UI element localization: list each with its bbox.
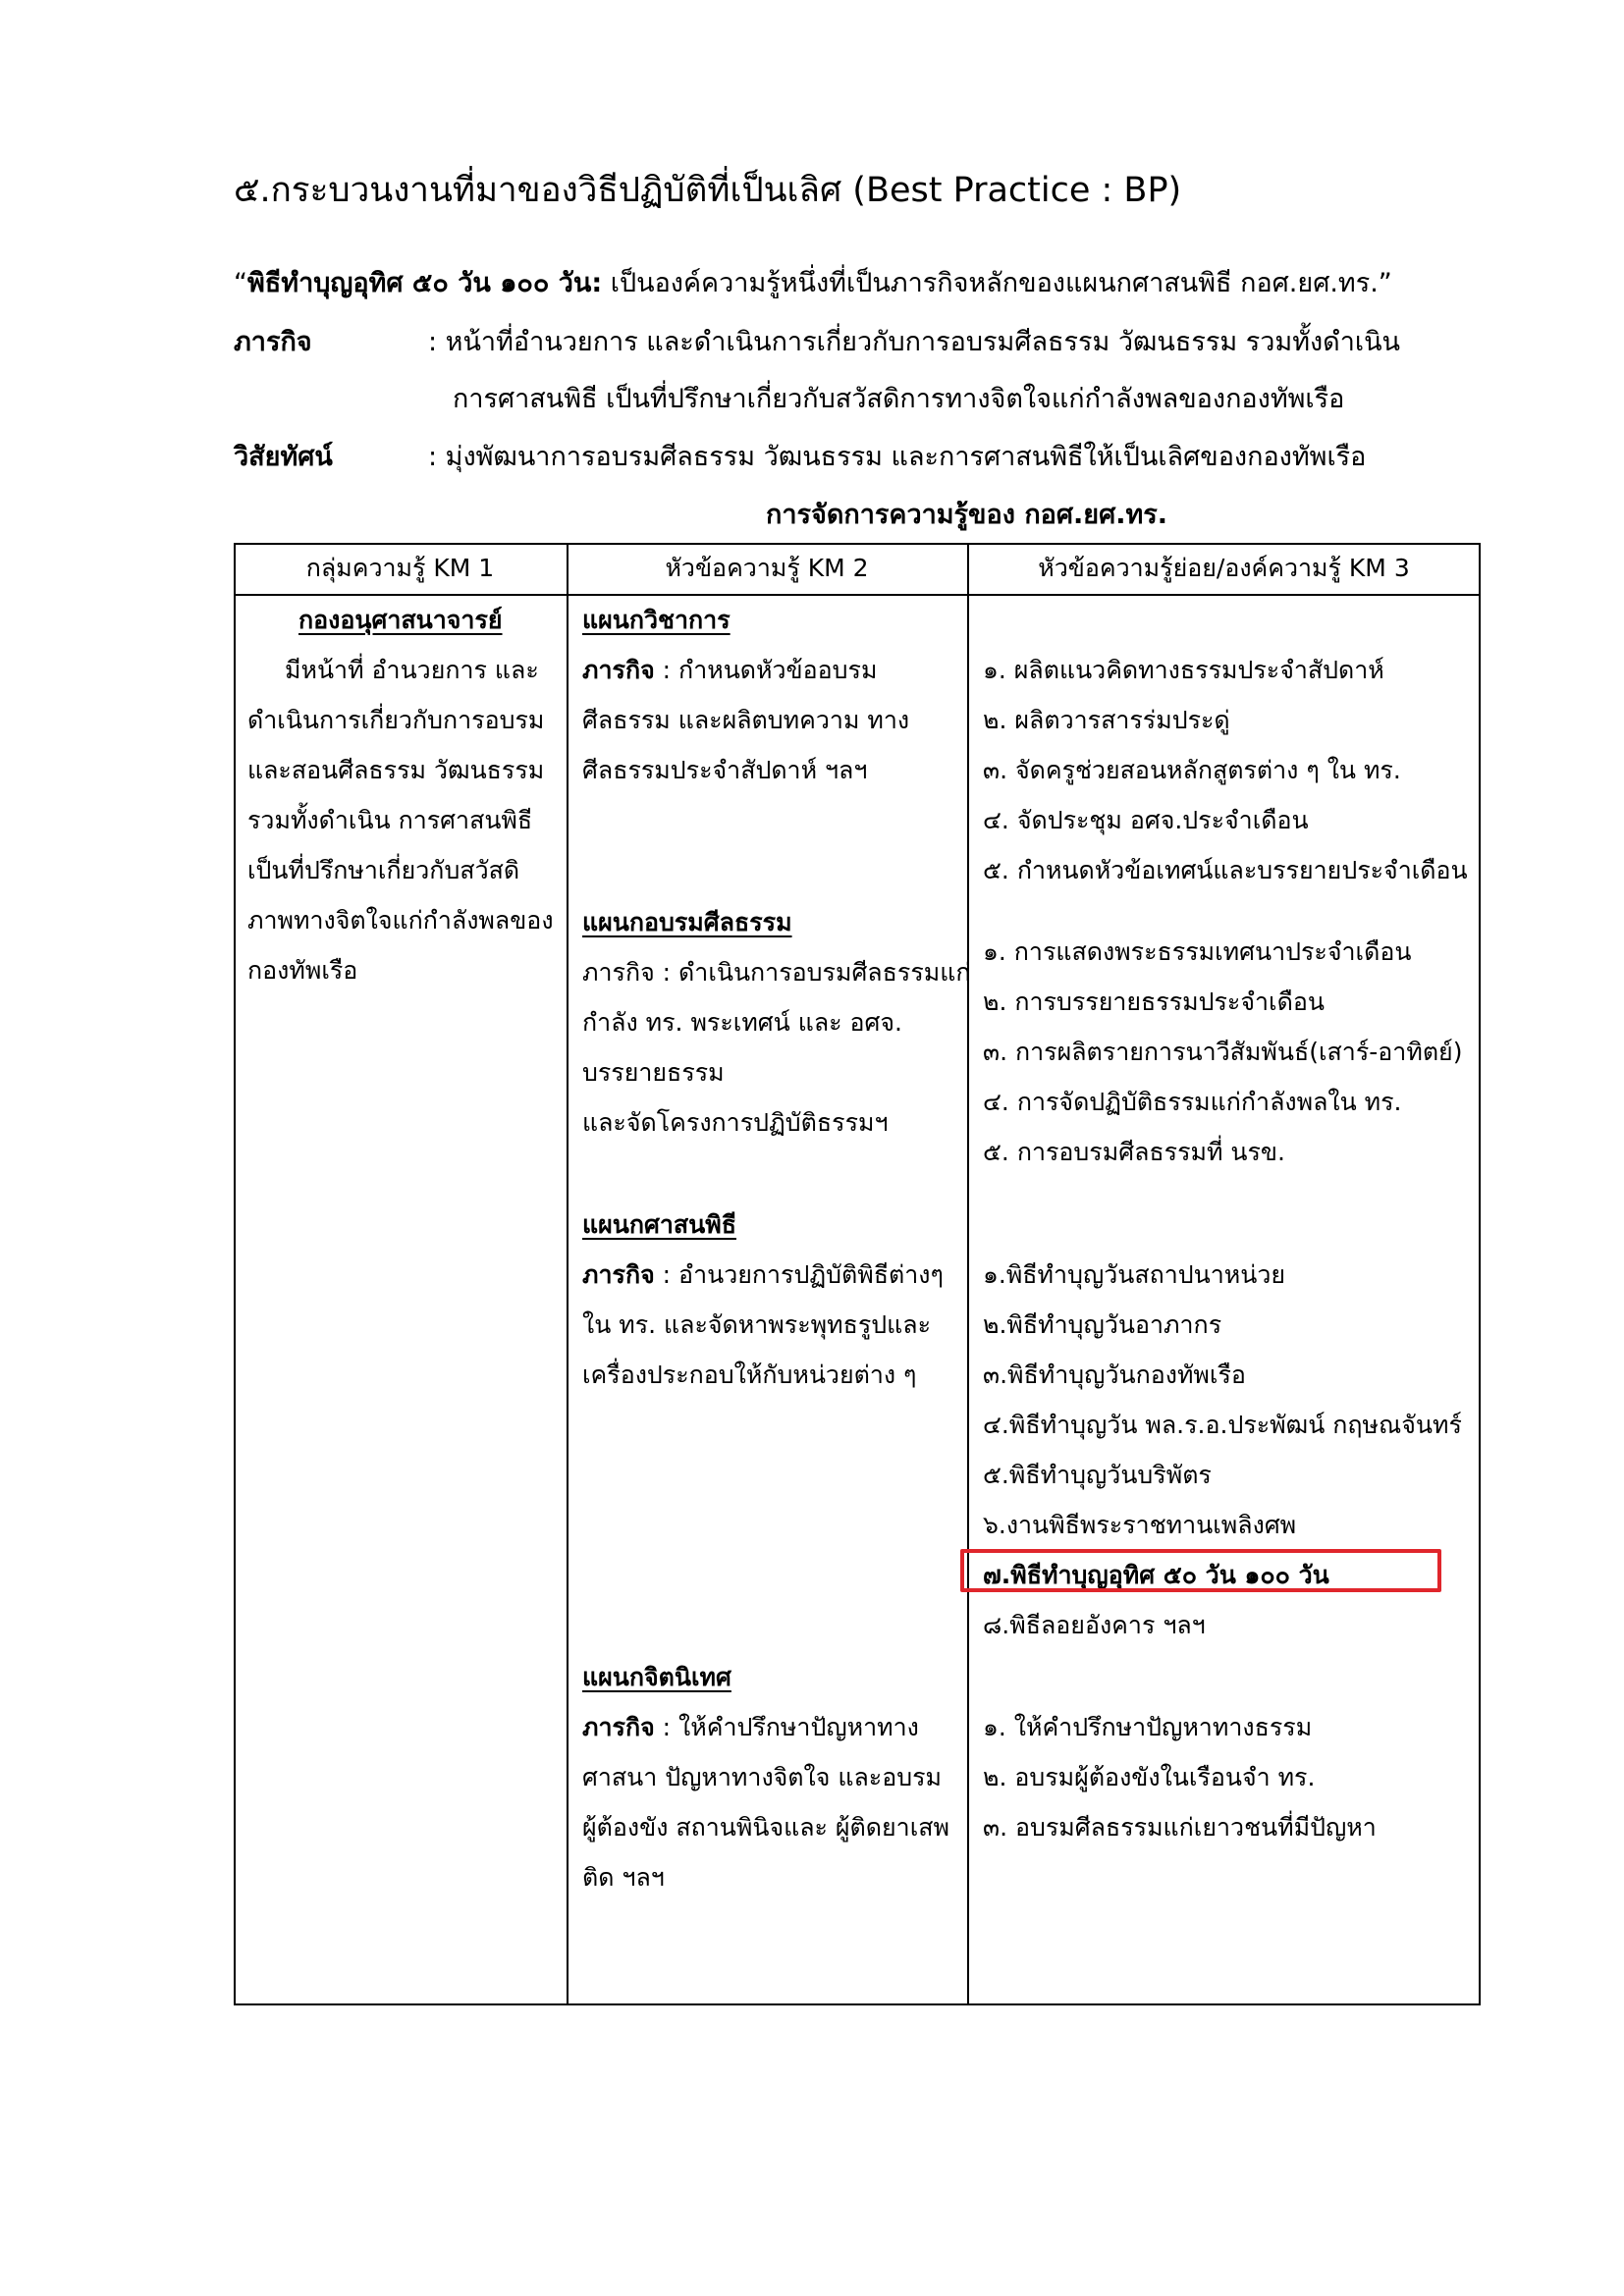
km1-line: มีหน้าที่ อำนวยการ และ [285,656,539,684]
section-line: ผู้ต้องขัง สถานพินิจและ ผู้ติดยาเสพ [582,1813,949,1842]
header-divider [234,594,1481,596]
mission-label: ภารกิจ [582,656,655,684]
section-line: บรรยายธรรม [582,1058,725,1087]
column-divider-1 [567,543,568,2005]
km1-line: กองทัพเรือ [247,956,358,985]
section-title: แผนกวิชาการ [582,606,731,634]
page-heading: ๕.กระบวนงานที่มาของวิธีปฏิบัติที่เป็นเลิศ (Best Practice : BP) [234,171,1182,210]
mission-line-2: การศาสนพิธี เป็นที่ปรึกษาเกี่ยวกับสวัสดิการทางจิตใจแก่กำลังพลของกองทัพเรือ [453,384,1345,414]
intro-paragraph [234,261,1392,303]
intro-rest: เป็นองค์ความรู้หนึ่งที่เป็นภารกิจหลักของแผนกศาสนพิธี กอศ.ยศ.ทร.” [602,268,1392,298]
section-line: ใน ทร. และจัดหาพระพุทธรูปและ [582,1310,932,1339]
section-line: ศีลธรรม และผลิตบทความ ทาง [582,706,910,734]
section-title: แผนกอบรมศีลธรรม [582,908,792,936]
column-divider-2 [967,543,969,2005]
intro-bold: พิธีทำบุญอุทิศ ๕๐ วัน ๑๐๐ วัน: [247,268,603,298]
header-km3: หัวข้อความรู้ย่อย/องค์ความรู้ KM 3 [1038,554,1410,582]
km3-item: ๔. การจัดปฏิบัติธรรมแก่กำลังพลใน ทร. [983,1088,1402,1116]
km3-item: ๑. ผลิตแนวคิดทางธรรมประจำสัปดาห์ [983,656,1384,684]
mission-text: : อำนวยการปฏิบัติพิธีต่างๆ [654,1260,944,1289]
header-km2: หัวข้อความรู้ KM 2 [665,554,869,582]
mission-text: : ให้คำปรึกษาปัญหาทาง [654,1713,919,1741]
mission-line-1: : หน้าที่อำนวยการ และดำเนินการเกี่ยวกับการอบรมศีลธรรม วัฒนธรรม รวมทั้งดำเนิน [428,327,1401,357]
km1-line: และสอนศีลธรรม วัฒนธรรม [247,756,545,784]
km1-line: ดำเนินการเกี่ยวกับการอบรม [247,706,545,734]
km3-item: ๘.พิธีลอยอังคาร ฯลฯ [983,1611,1206,1639]
mission-label: ภารกิจ [582,958,655,987]
km3-item: ๓.พิธีทำบุญวันกองทัพเรือ [983,1361,1246,1389]
km3-item: ๔.พิธีทำบุญวัน พล.ร.อ.ประพัฒน์ กฤษณจันทร์ [983,1411,1462,1439]
header-km1: กลุ่มความรู้ KM 1 [305,554,495,582]
km3-item: ๖.งานพิธีพระราชทานเพลิงศพ [983,1511,1297,1539]
km1-line: ภาพทางจิตใจแก่กำลังพลของ [247,906,554,934]
km1-line: เป็นที่ปรึกษาเกี่ยวกับสวัสดิ [247,856,520,884]
mission-text: : ดำเนินการอบรมศีลธรรมแก่ [654,958,971,987]
table-title: การจัดการความรู้ของ กอศ.ยศ.ทร. [766,500,1168,530]
km3-item: ๕.พิธีทำบุญวันบริพัตร [983,1461,1212,1489]
km3-item: ๓. การผลิตรายการนาวีสัมพันธ์(เสาร์-อาทิตย์) [983,1038,1463,1066]
km3-item: ๕. กำหนดหัวข้อเทศน์และบรรยายประจำเดือน [983,856,1468,884]
section-line: และจัดโครงการปฏิบัติธรรมฯ [582,1108,889,1137]
section-line: กำลัง ทร. พระเทศน์ และ อศจ. [582,1008,903,1037]
km3-item: ๔. จัดประชุม อศจ.ประจำเดือน [983,806,1309,834]
km1-title-text: กองอนุศาสนาจารย์ [298,606,503,634]
section-line: ติด ฯลฯ [582,1863,665,1892]
section-line: ศาสนา ปัญหาทางจิตใจ และอบรม [582,1763,942,1791]
km-table [234,543,1481,2005]
km3-item: ๓. จัดครูช่วยสอนหลักสูตรต่าง ๆ ใน ทร. [983,756,1401,784]
km3-item: ๒.พิธีทำบุญวันอาภากร [983,1310,1222,1339]
km1-title [298,601,503,640]
km3-item: ๑.พิธีทำบุญวันสถาปนาหน่วย [983,1260,1286,1289]
km1-line: รวมทั้งดำเนิน การศาสนพิธี [247,806,533,834]
mission-label: ภารกิจ [234,327,312,357]
km3-item-highlighted: ๗.พิธีทำบุญอุทิศ ๕๐ วัน ๑๐๐ วัน [983,1561,1329,1589]
km3-item: ๒. อบรมผู้ต้องขังในเรือนจำ ทร. [983,1763,1316,1791]
highlight-box [960,1549,1441,1592]
mission-label: ภารกิจ [582,1713,655,1741]
km3-item: ๑. ให้คำปรึกษาปัญหาทางธรรม [983,1713,1313,1741]
km3-item: ๑. การแสดงพระธรรมเทศนาประจำเดือน [983,937,1412,966]
mission-label: ภารกิจ [582,1260,655,1289]
km3-item: ๒. การบรรยายธรรมประจำเดือน [983,988,1325,1016]
vision-text: : มุ่งพัฒนาการอบรมศีลธรรม วัฒนธรรม และการศาสนพิธีให้เป็นเลิศของกองทัพเรือ [428,442,1367,472]
km3-item: ๕. การอบรมศีลธรรมที่ นรข. [983,1138,1285,1166]
vision-label: วิสัยทัศน์ [234,442,333,472]
intro-quote-open: “ [234,268,247,298]
section-line: ศีลธรรมประจำสัปดาห์ ฯลฯ [582,756,868,784]
section-line: เครื่องประกอบให้กับหน่วยต่าง ๆ [582,1361,917,1389]
section-title: แผนกศาสนพิธี [582,1210,736,1239]
mission-text: : กำหนดหัวข้ออบรม [654,656,878,684]
km3-item: ๒. ผลิตวารสารร่มประดู่ [983,706,1230,734]
km3-item: ๓. อบรมศีลธรรมแก่เยาวชนที่มีปัญหา [983,1813,1377,1842]
section-title: แผนกจิตนิเทศ [582,1663,731,1691]
